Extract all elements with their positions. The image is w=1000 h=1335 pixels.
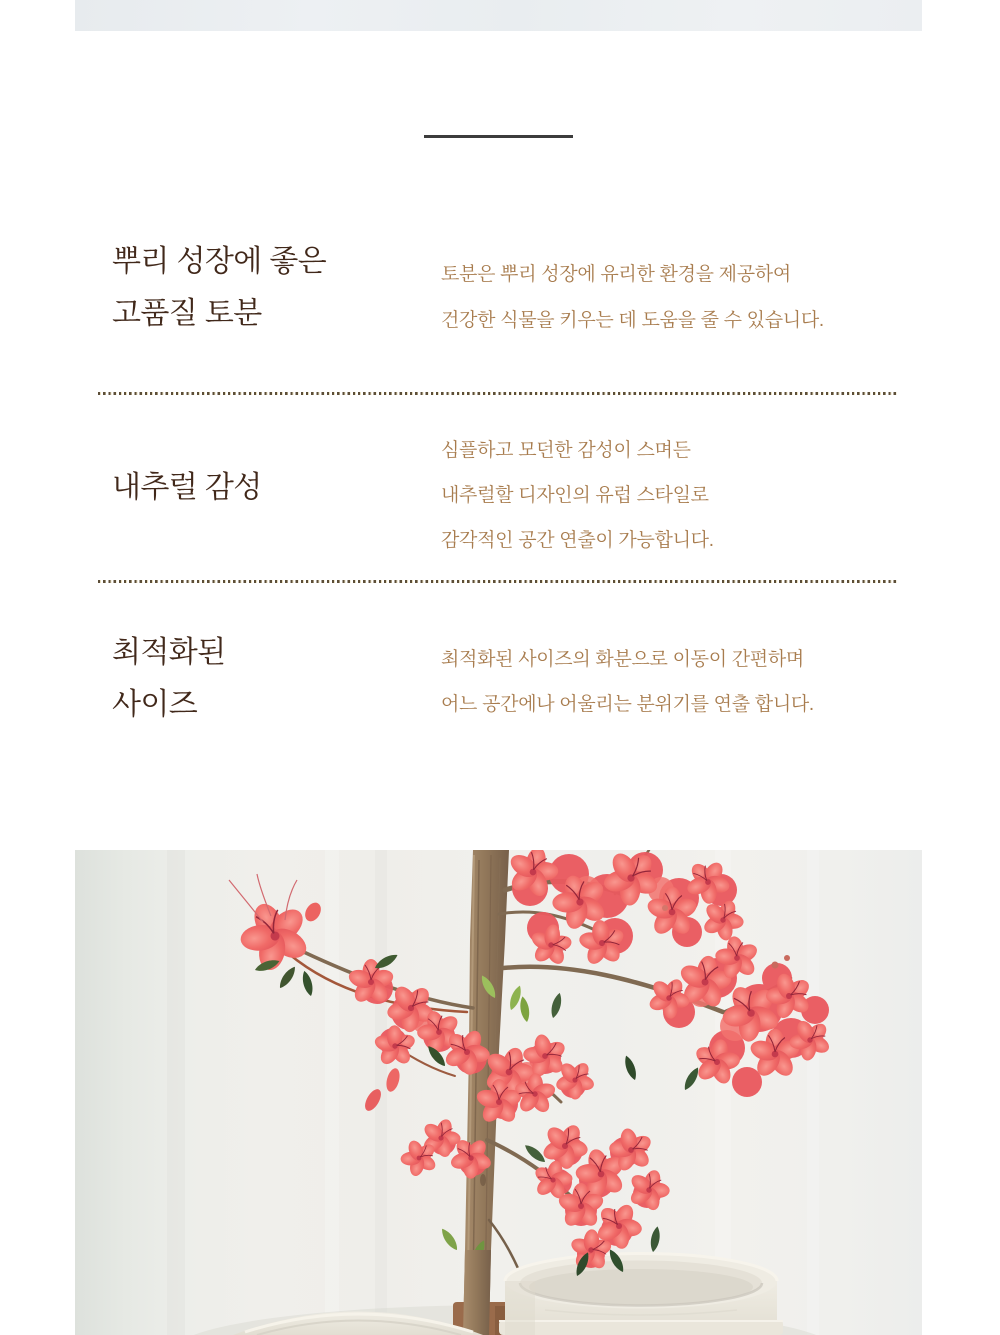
description-line: 최적화된 사이즈의 화분으로 이동이 간편하며: [441, 649, 804, 670]
feature-heading-premium-soil: [112, 236, 326, 340]
feature-heading-optimized-size: [112, 627, 226, 731]
heading-line: 뿌리 성장에 좋은: [112, 245, 327, 278]
section-divider-line: [424, 135, 573, 138]
description-line: 내추럴할 디자인의 유럽 스타일로: [441, 485, 709, 506]
product-photo: [75, 850, 922, 1335]
heading-line: 내추럴 감성: [112, 471, 262, 504]
feature-description-premium-soil: [441, 252, 824, 344]
feature-description-optimized-size: [441, 637, 814, 727]
white-pot-right: [499, 1254, 783, 1335]
description-line: 심플하고 모던한 감성이 스며든: [441, 440, 691, 461]
heading-line: 고품질 토분: [112, 297, 262, 330]
feature-description-natural-mood: [441, 428, 714, 563]
description-line: 건강한 식물을 키우는 데 도움을 줄 수 있습니다.: [441, 310, 824, 331]
description-line: 토분은 뿌리 성장에 유리한 환경을 제공하여: [441, 264, 791, 285]
wall-photo-strip: [75, 0, 922, 31]
dotted-divider: [98, 392, 897, 395]
description-line: 감각적인 공간 연출이 가능합니다.: [441, 530, 714, 551]
description-line: 어느 공간에나 어울리는 분위기를 연출 합니다.: [441, 694, 814, 715]
dotted-divider: [98, 580, 897, 583]
feature-heading-natural-mood: [112, 462, 262, 514]
tree-trunk-base: [463, 1250, 491, 1335]
heading-line: 사이즈: [112, 688, 198, 721]
heading-line: 최적화된: [112, 636, 226, 669]
